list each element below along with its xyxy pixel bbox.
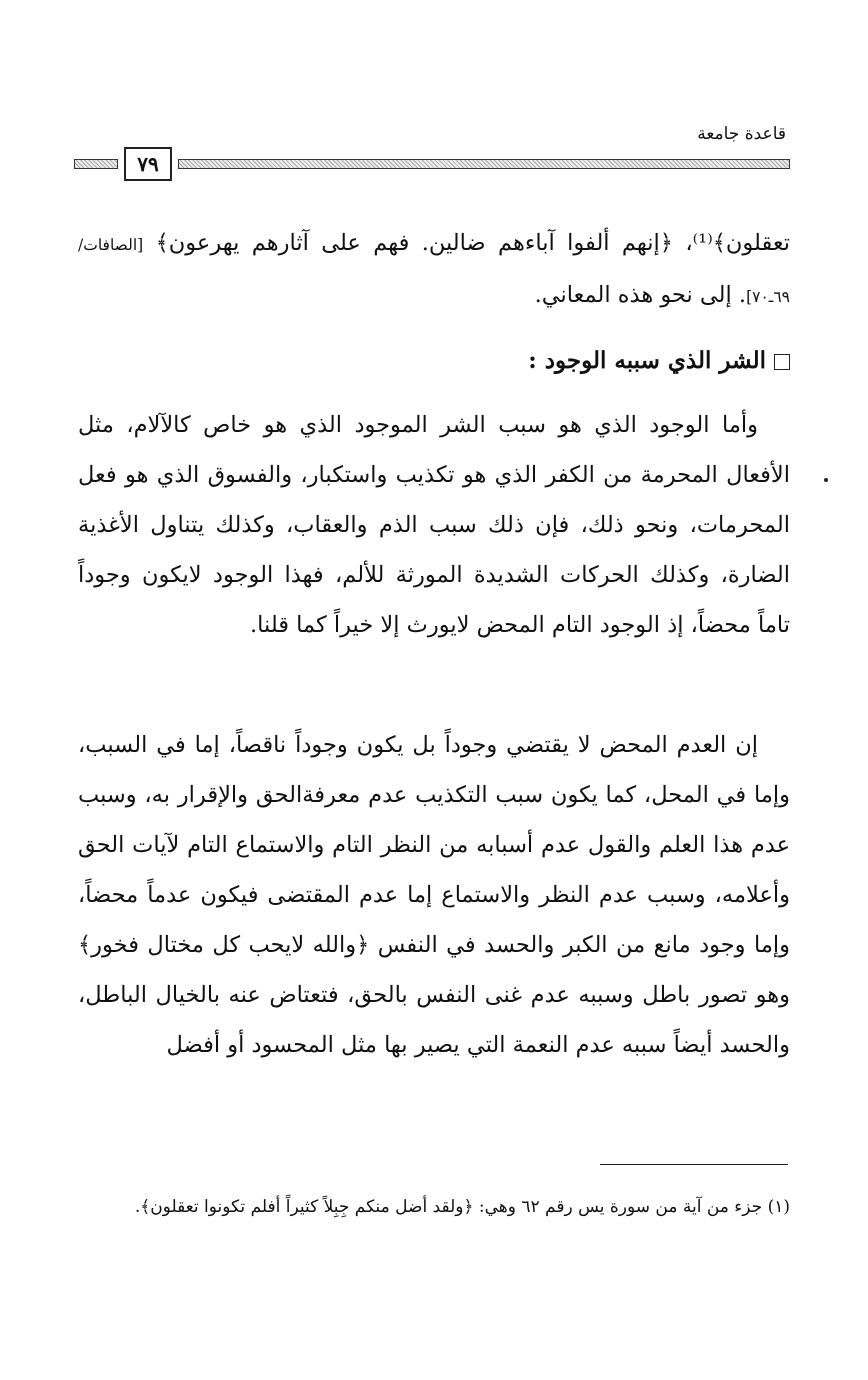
section-heading [78,336,790,386]
footnote: (١) جزء من آية من سورة يس رقم ٦٢ وهي: ﴿ولقد أضل منكم جِبِلاً كثيراً أفلم تكونوا تعقلون﴾. [134,1197,790,1217]
header-rule-left [74,159,118,169]
header-ornament [74,147,790,183]
quran-reference: [الصافات/ ٦٩ـ٧٠] [78,236,790,306]
intro-paragraph [78,218,790,322]
footnote-divider [600,1164,788,1165]
running-title: قاعدة جامعة [697,124,786,144]
paragraph-existence-evil: وأما الوجود الذي هو سبب الشر الموجود الذي هو خاص كالآلام، مثل الأفعال المحرمة من الكفر الذي هو تكذيب واستكبار، والفسوق الذي هو فعل المحرمات، ونحو ذلك، فإن ذلك سبب الذم والعقاب، وكذلك يتناول الأغذية الضارة، وكذلك الحركات الشديدة المورثة للألم، فهذا الوجود لايكون وجوداً تاماً محضاً، إذ الوجود التام المحض لايورث إلا خيراً كما قلنا. [78,412,790,638]
margin-dot [824,478,828,482]
section-heading-text: الشر الذي سببه الوجود : [528,347,766,374]
square-bullet-icon [774,354,790,370]
header-rule-right [178,159,790,169]
intro-trail: . إلى نحو هذه المعاني. [534,282,747,308]
page-number: ٧٩ [124,147,172,181]
paragraph-pure-nonexistence: إن العدم المحض لا يقتضي وجوداً بل يكون وجوداً ناقصاً، إما في السبب، وإما في المحل، كما يكون سبب التكذيب عدم معرفةالحق والإقرار به، وسبب عدم هذا العلم والقول عدم أسبابه من النظر التام والاستماع التام لآيات الحق وأعلامه، وسبب عدم النظر والاستماع إما عدم المقتضى فيكون عدماً محضاً، وإما وجود مانع من الكبر والحسد في النفس ﴿والله لايحب كل مختال فخور﴾ وهو تصور باطل وسببه عدم غنى النفس بالحق، فتعتاض عنه بالخيال الباطل، والحسد أيضاً سببه عدم النعمة التي يصير بها مثل المحسود أو أفضل [78,732,790,1058]
intro-text: تعقلون﴾⁽¹⁾، ﴿إنهم ألفوا آباءهم ضالين. فهم على آثارهم يهرعون﴾ [143,230,790,256]
